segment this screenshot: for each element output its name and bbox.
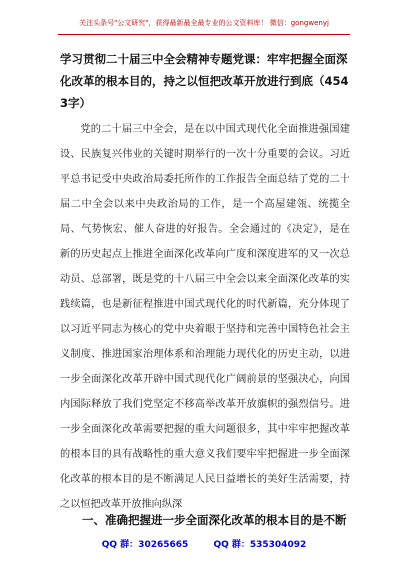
document-paragraph: 党的二十届三中全会，是在以中国式现代化全面推进强国建设、民族复兴伟业的关键时期举行的一次十分重要的会议。习近平总书记受中央政治局委托所作的工作报告全面总结了党的二十届二中全会以来中央政治局的工作，是一个高屋建瓴、统揽全局、气势恢宏、催人奋进的好报告。全会通过的《决定》，是在新的历史起点上推进全面深化改革向广度和深度进军的又一次总动员、总部署，既是党的十八届三中全会以来全面深化改革的实践续篇，也是新征程推进中国式现代化的时代新篇，充分体现了以习近平同志为核心的党中央着眼于坚持和完善中国特色社会主义制度、推进国家治理体系和治理能力现代化的历史主动，以进一步全面深化改革开辟中国式现代化广阔前景的坚强决心，向国内国际释放了我们党坚定不移高举改革开放旗帜的强烈信号。进一步全面深化改革需要把握的重大问题很多，其中牢牢把握改革的根本目的具有战略性的重大意义我们要牢牢把握进一步全面深化改革的根本目的是不断满足人民日益增长的美好生活需要，持之以恒把改革开放推向纵深 xyxy=(60,124,350,510)
footer-qq-group-2: QQ 群：535304092 xyxy=(213,540,307,550)
page-header xyxy=(0,10,408,29)
footer-qq-group-1: QQ 群：30265665 xyxy=(101,540,189,550)
page-footer xyxy=(0,537,408,550)
document-title: 学习贯彻二十届三中全会精神专题党课：牢牢把握全面深化改革的根本目的，持之以恒把改革开放进行到底（4543字） xyxy=(60,52,349,110)
section-heading: 一、准确把握进一步全面深化改革的根本目的是不断 xyxy=(82,513,347,527)
header-promo-text: 关注头条号"公文研究"，获得最新最全最专业的公文资料库！ 微信：gongwenyj xyxy=(79,19,329,27)
header-divider xyxy=(58,34,350,35)
